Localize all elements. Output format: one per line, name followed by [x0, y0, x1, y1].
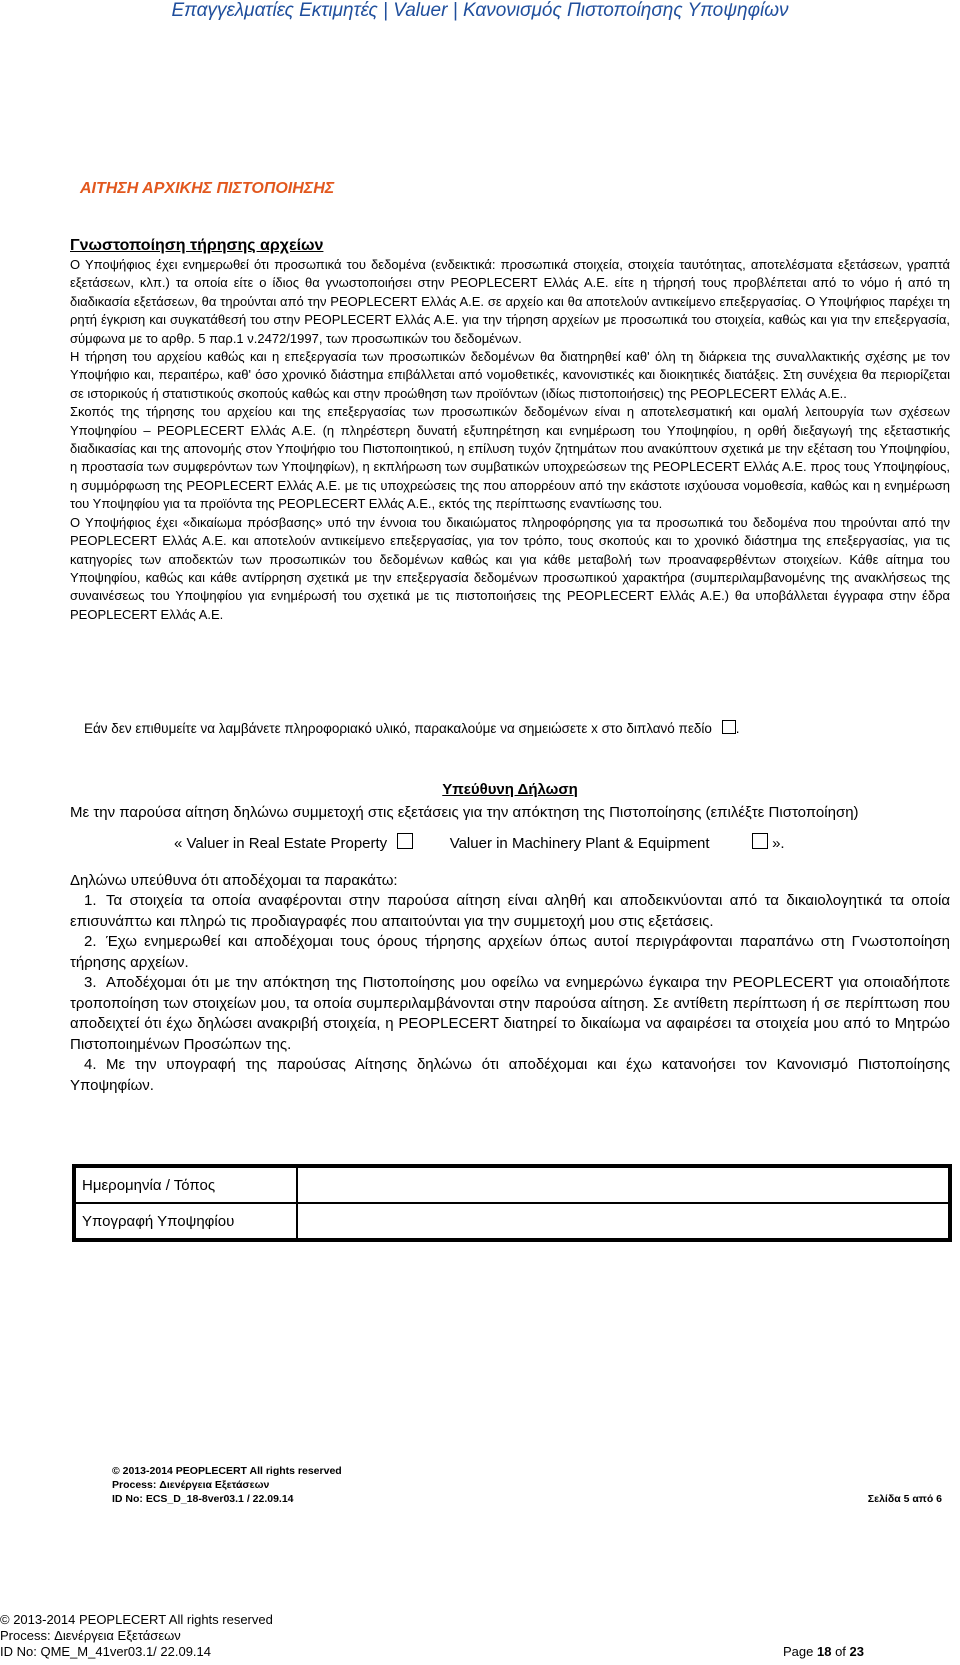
notice-paragraph: Σκοπός της τήρησης του αρχείου και της επεξεργασίας των προσωπικών δεδομένων είναι η αποτελεσματική και ομαλή λειτουργία των σχέσεων Υποψηφίου – PEOPLECERT Ελλάς Α.Ε. (η πληρέστερη δυνατή εξυπηρέτηση και ενημέρωση του Υποψηφίου, η ορθή διεξαγωγή της εξεταστικής διαδικασίας και της απονομής στον Υποψήφιο του Πιστοποιητικού, η επίλυση τυχόν ζητημάτων που ανακύπτουν σχετικά με την εξέταση του Υποψηφίου, η προστασία των συμφερόντων των Υποψηφίων), η εκπλήρωση των συμβατικών υποχρεώσεων της PEOPLECERT Ελλάς Α.Ε. προς τους Υποψηφίους, η συμμόρφωση της PEOPLECERT Ελλάς Α.Ε. με τις υποχρεώσεις της που απορρέουν από την εκάστοτε ισχύουσα νομοθεσία, καθώς και η ενημέρωση του Υποψηφίου για τα προϊόντα της PEOPLECERT Ελλάς Α.Ε., εκτός της περίπτωσης εναντίωσης του. — [70, 404, 950, 512]
signature-table — [72, 1164, 952, 1242]
inner-process: Process: Διενέργεια Εξετάσεων — [112, 1479, 270, 1491]
page-footer — [0, 1612, 960, 1660]
page-header — [0, 0, 960, 22]
item-number: 3. — [84, 974, 97, 991]
optout-line — [84, 720, 739, 736]
item-text: Αποδέχομαι ότι με την απόκτηση της Πιστοποίησης μου οφείλω να ενημερώνω έγκαιρα την PEOPLECERT για οποιαδήποτε τροποποίηση των στοιχείων μου, τα οποία συμπεριλαμβάνονται στην παρούσα αίτηση. Σε αντίθετη περίπτωση ή σε περίπτωση που αποδειχτεί ότι έχω δηλώσει ανακριβή στοιχεία, η PEOPLECERT διατηρεί το δικαίωμα να αφαιρέσει τα στοιχεία μου από το Μητρώο Πιστοποιημένων Προσώπων της. — [70, 974, 950, 1053]
real-estate-checkbox[interactable] — [397, 833, 413, 849]
table-row — [74, 1203, 950, 1240]
footer-page-number — [783, 1644, 864, 1660]
page-prefix: Page — [782, 1644, 814, 1659]
notice-heading: Γνωστοποίηση τήρησης αρχείων — [70, 237, 324, 254]
declaration-item — [70, 932, 950, 973]
header-section-title: Επαγγελματίες Εκτιμητές — [171, 0, 378, 21]
page-of: of — [835, 1644, 846, 1659]
declaration-intro: Με την παρούσα αίτηση δηλώνω συμμετοχή στις εξετάσεις για την απόκτηση της Πιστοποίησης (επιλέξτε Πιστοποίηση) — [70, 803, 859, 821]
page-total: 23 — [849, 1644, 864, 1659]
notice-paragraph: Ο Υποψήφιος έχει ενημερωθεί ότι προσωπικά του δεδομένα (ενδεικτικά: προσωπικά στοιχεία, στοιχεία ταυτότητας, αποτελέσματα εξετάσεων, γραπτά εξετάσεων, κλπ.) τα οποία είτε ο ίδιος θα γνωστοποιήσει στην PEOPLECERT Ελλάς Α.Ε. είτε η τήρησή τους προβλέπεται από το νόμο ή από τη διαδικασία εξετάσεων, θα τηρούνται από την PEOPLECERT Ελλάς Α.Ε. σε αρχείο και θα αποτελούν αντικείμενο επεξεργασίας. Ο Υποψήφιος παρέχει τη ρητή έγκριση και συγκατάθεσή του στην PEOPLECERT Ελλάς Α.Ε. για την τήρηση αρχείων με προσωπικά του στοιχεία, καθώς και για την επεξεργασία, σύμφωνα με το αρθρ. 5 παρ.1 ν.2472/1997, των προσωπικών του δεδομένων. — [70, 257, 950, 346]
date-place-field[interactable] — [297, 1166, 950, 1203]
declaration-item — [70, 1055, 950, 1096]
item-number: 2. — [84, 933, 97, 950]
cert-close: ». — [772, 835, 785, 852]
date-place-label: Ημερομηνία / Τόπος — [74, 1166, 297, 1203]
header-product: Valuer — [393, 0, 448, 21]
optout-text: Εάν δεν επιθυμείτε να λαμβάνετε πληροφοριακό υλικό, παρακαλούμε να σημειώσετε x στο διπλανό πεδίο — [84, 721, 712, 736]
item-text: Έχω ενημερωθεί και αποδέχομαι τους όρους τήρησης αρχείων όπως αυτοί περιγράφονται παραπάνω στη Γνωστοποίηση τήρησης αρχείων. — [70, 933, 950, 971]
cert-option-machinery: Valuer in Machinery Plant & Equipment — [449, 835, 710, 852]
item-text: Τα στοιχεία τα οποία αναφέρονται στην παρούσα αίτηση είναι αληθή και αποδεικνύονται από τα δικαιολογητικά τα οποία επισυνάπτω και πληρώ τις προδιαγραφές που απαιτούνται για την συμμετοχή μου στις εξετάσεις. — [70, 892, 950, 930]
machinery-checkbox[interactable] — [752, 833, 768, 849]
header-separator: | — [452, 0, 458, 21]
header-document-title: Κανονισμός Πιστοποίησης Υποψηφίων — [462, 0, 789, 21]
item-number: 1. — [84, 892, 97, 909]
footer-process: Process: Διενέργεια Εξετάσεων — [0, 1628, 181, 1643]
declaration-section — [70, 780, 950, 1096]
accept-line: Δηλώνω υπεύθυνα ότι αποδέχομαι τα παρακάτω: — [70, 871, 398, 889]
inner-footer — [112, 1464, 942, 1506]
footer-id: ID No: QME_M_41ver03.1/ 22.09.14 — [0, 1644, 212, 1659]
header-separator: | — [383, 0, 388, 21]
item-number: 4. — [84, 1056, 97, 1073]
inner-copyright: © 2013-2014 PEOPLECERT All rights reserved — [112, 1465, 342, 1477]
inner-id: ID No: ECS_D_18-8ver03.1 / 22.09.14 — [112, 1493, 294, 1505]
form-title: ΑΙΤΗΣΗ ΑΡΧΙΚΗΣ ΠΙΣΤΟΠΟΙΗΣΗΣ — [80, 180, 335, 197]
signature-field[interactable] — [297, 1203, 950, 1240]
declaration-item — [70, 891, 950, 932]
inner-page-number: Σελίδα 5 από 6 — [867, 1493, 942, 1505]
table-row — [74, 1166, 950, 1203]
page-current: 18 — [816, 1644, 832, 1659]
footer-copyright: © 2013-2014 PEOPLECERT All rights reserved — [0, 1612, 273, 1627]
certification-choice — [70, 833, 950, 855]
optout-checkbox[interactable] — [722, 720, 736, 734]
declaration-item — [70, 973, 950, 1055]
notice-paragraph: Ο Υποψήφιος έχει «δικαίωμα πρόσβασης» υπό την έννοια του δικαιώματος πληροφόρησης για τα προσωπικά του δεδομένα που τηρούνται από την PEOPLECERT Ελλάς Α.Ε. και αποτελούν αντικείμενο επεξεργασίας, για τον τρόπο, τους σκοπούς και το χρονικό διάστημα της επεξεργασίας, για τις κατηγορίες των αποδεκτών των προσωπικών του δεδομένων καθώς και για κάθε μεταβολή των προαναφερθέντων στοιχείων. Κάθε αίτημα του Υποψηφίου, καθώς και κάθε αντίρρηση σχετικά με την επεξεργασία δεδομένων προσωπικού χαρακτήρα (συμπεριλαμβανομένης της ανακλήσεως της συναινέσεως του Υποψηφίου για ενημέρωσή του σχετικά με τις πιστοποιήσεις της PEOPLECERT Ελλάς Α.Ε.) θα υποβάλλεται έγγραφα στην έδρα PEOPLECERT Ελλάς Α.Ε. — [70, 514, 950, 622]
item-text: Με την υπογραφή της παρούσας Αίτησης δηλώνω ότι αποδέχομαι και έχω κατανοήσει τον Κανονισμό Πιστοποίησης Υποψηφίων. — [70, 1056, 950, 1094]
records-notice — [70, 236, 950, 624]
notice-paragraph: Η τήρηση του αρχείου καθώς και η επεξεργασία των προσωπικών δεδομένων θα διατηρηθεί καθ' όλη τη διάρκεια της συναλλακτικής σχέσης με τον Υποψήφιο και, περαιτέρω, καθ' όσο χρονικό διάστημα επιβάλλεται από νομοθετικές, κανονιστικές και διοικητικές διατάξεις. Στη συνέχεια θα περιορίζεται σε ιστορικούς ή στατιστικούς σκοπούς καθώς και στην προώθηση των προϊόντων (ιδίως πιστοποιήσεις) της PEOPLECERT Ελλάς Α.Ε.. — [70, 349, 950, 401]
declaration-heading: Υπεύθυνη Δήλωση — [442, 781, 578, 798]
signature-label: Υπογραφή Υποψηφίου — [74, 1203, 297, 1240]
optout-suffix: . — [735, 721, 740, 736]
cert-option-real-estate: « Valuer in Real Estate Property — [174, 835, 388, 852]
